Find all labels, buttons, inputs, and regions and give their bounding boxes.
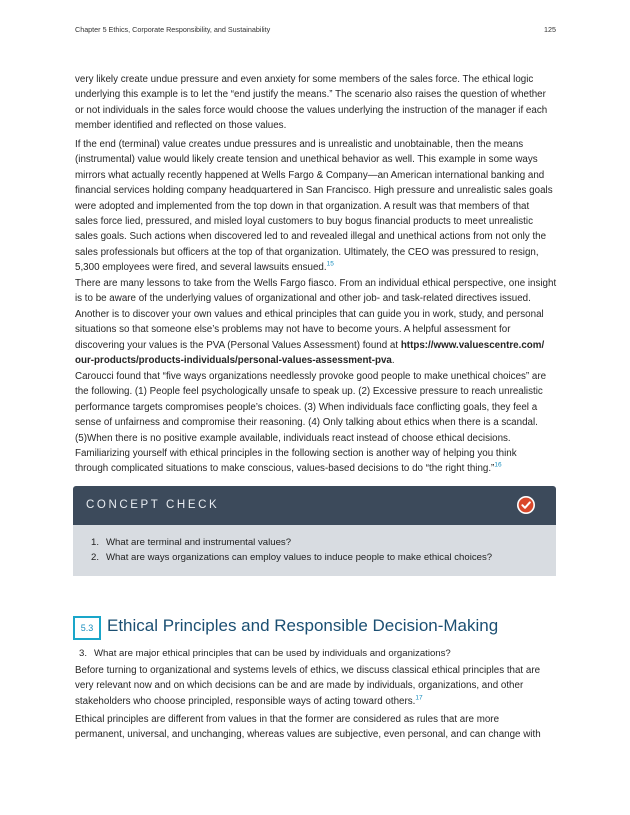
- text-line: performance targets compromises people’s choices. (3) When individuals face conflicting goals, they feel a: [75, 401, 538, 413]
- text-fragment: discovering your values is the PVA (Personal Values Assessment) found at: [75, 339, 401, 351]
- concept-check-title: CONCEPT CHECK: [86, 499, 220, 511]
- pva-link[interactable]: https://www.valuescentre.com/: [400, 339, 545, 351]
- text-line: (5)When there is no positive example available, individuals react instead of choose ethical decisions.: [75, 432, 511, 444]
- text-line: (instrumental) value would likely create tension and unethical behavior as well. This example in some ways: [75, 154, 538, 166]
- text-line: If the end (terminal) value creates undue pressures and is unrealistic and unobtainable, then the means: [75, 139, 524, 150]
- paragraph-5: [75, 663, 557, 709]
- text-line: mirrors what actually recently happened at Wells Fargo & Company—an American international banking and: [75, 169, 545, 181]
- text-line: is to be aware of the underlying values of organizational and other job- and task-related directives issued.: [75, 293, 531, 305]
- text-line: Before turning to organizational and systems levels of ethics, we discuss classical ethical principles that are: [75, 665, 541, 676]
- text-line: [75, 353, 557, 368]
- footnote-ref[interactable]: 17: [415, 694, 423, 702]
- text-line: very relevant now and on which decisions can be and are made by individuals, organizations, and other: [75, 680, 524, 692]
- paragraph-3: [75, 276, 557, 368]
- concept-check-list: [91, 535, 492, 565]
- text-fragment: through complicated situations to make conscious, values-based decisions to do “the right thing.”: [75, 463, 495, 475]
- text-line: Ethical principles are different from values in that the former are considered as rules that are more: [75, 714, 500, 725]
- text-line: sales goals. Such actions when discovered led to and revealed illegal and unethical actions from not only the: [75, 231, 547, 243]
- text-line: permanent, universal, and unchanging, whereas values are subjective, even personal, and can change with: [75, 729, 541, 741]
- pva-link-continued[interactable]: our-products/products-individuals/personal-values-assessment-pva: [75, 355, 392, 367]
- footnote-ref[interactable]: 15: [326, 260, 334, 268]
- checkmark-circle-icon: [517, 496, 535, 514]
- item-text: What are terminal and instrumental values?: [106, 537, 292, 548]
- text-line: [75, 694, 557, 709]
- text-line: sense of unfairness and compromise their reasoning. (4) Only talking about ethics when there is a scandal.: [75, 417, 538, 429]
- item-number: 1.: [91, 537, 100, 548]
- learning-objective: [79, 646, 451, 661]
- text-line: or not individuals in the sales force would choose the values underlying the instruction of the manager if each: [75, 104, 548, 116]
- text-fragment: 5,300 employees were fired, and several lawsuits ensued.: [75, 262, 327, 274]
- objective-number: 3.: [79, 648, 88, 659]
- page-header: [75, 25, 556, 37]
- text-line: financial services holding company headquartered in San Francisco. High pressure and unrealistic sales goals: [75, 185, 553, 197]
- text-line: [75, 461, 557, 476]
- item-number: 2.: [91, 552, 100, 563]
- text-line: underlying this example is to let the “end justify the means.” The scenario also raises the question of whether: [75, 89, 546, 101]
- paragraph-6: [75, 712, 557, 743]
- text-line: Familiarizing yourself with ethical principles in the following section is another way of helping you think: [75, 448, 517, 460]
- text-fragment: .: [391, 355, 395, 367]
- text-line: [75, 260, 557, 275]
- section-number: 5.3: [73, 616, 101, 640]
- item-text: What are ways organizations can employ values to induce people to make ethical choices?: [106, 552, 493, 563]
- text-fragment: stakeholders who choose principled, responsible ways of acting toward others.: [75, 695, 416, 707]
- section-title: Ethical Principles and Responsible Decision-Making: [107, 616, 499, 635]
- list-item: [91, 535, 492, 550]
- text-line: were adopted and implemented from the top down in that organization. A result was that members of that: [75, 200, 530, 212]
- text-line: the following. (1) People feel psychologically unsafe to speak up. (2) Excessive pressure to reach unrealistic: [75, 386, 543, 398]
- chapter-title: Chapter 5 Ethics, Corporate Responsibility, and Sustainability: [75, 25, 271, 34]
- paragraph-4: [75, 369, 557, 477]
- text-line: Another is to discover your own values and ethical principles that can guide you in work, study, and personal: [75, 308, 544, 320]
- text-line: Caroucci found that “five ways organizations needlessly provoke good people to make unethical choices” are: [75, 371, 547, 382]
- concept-check-box: [73, 486, 556, 576]
- concept-check-body: [73, 525, 556, 576]
- paragraph-2: [75, 137, 557, 276]
- text-line: [75, 338, 557, 353]
- text-line: There are many lessons to take from the Wells Fargo fiasco. From an individual ethical perspective, one insight: [75, 278, 557, 289]
- text-line: member identified and reflected on those values.: [75, 120, 287, 132]
- paragraph-1: [75, 72, 557, 134]
- text-line: situations so that someone else’s problems may not have to become yours. A helpful assessment for: [75, 324, 511, 336]
- text-line: very likely create undue pressure and even anxiety for some members of the sales force. The ethical logic: [75, 74, 534, 85]
- text-line: sales force lied, pressured, and misled loyal customers to buy bogus financial products to meet unrealistic: [75, 216, 533, 228]
- page-number: 125: [544, 25, 556, 34]
- text-line: sales professionals but officers at the top of that organization. Ultimately, the CEO was pressured to resign,: [75, 246, 539, 258]
- concept-check-header: [73, 486, 556, 525]
- list-item: [91, 550, 492, 565]
- objective-text: What are major ethical principles that can be used by individuals and organizations?: [94, 648, 451, 659]
- footnote-ref[interactable]: 16: [494, 462, 502, 470]
